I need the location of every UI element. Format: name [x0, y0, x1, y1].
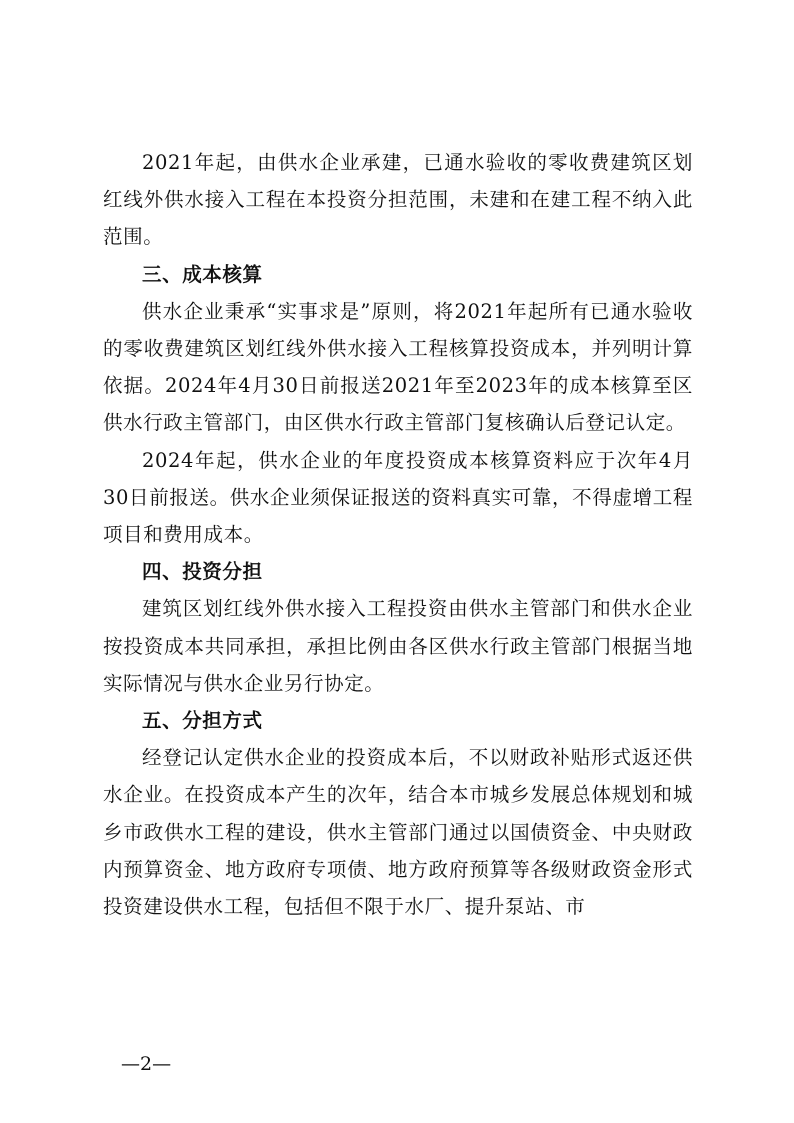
paragraph-scope: 2021年起，由供水企业承建，已通水验收的零收费建筑区划红线外供水接入工程在本投资分担范围，未建和在建工程不纳入此范围。	[103, 151, 693, 249]
section-heading-investment-sharing: 四、投资分担	[142, 560, 263, 584]
paragraph-cost-accounting: 供水企业秉承“实事求是”原则，将2021年起所有已通水验收的零收费建筑区划红线外供水接入工程核算投资成本，并列明计算依据。2024年4月30日前报送2021年至2023年的成本核算至区供水行政主管部门，由区供水行政主管部门复核确认后登记认定。	[103, 299, 693, 435]
section-heading-cost-accounting: 三、成本核算	[142, 262, 263, 286]
section-heading-sharing-method: 五、分担方式	[142, 709, 263, 733]
paragraph-annual-report: 2024年起，供水企业的年度投资成本核算资料应于次年4月30日前报送。供水企业须保证报送的资料真实可靠，不得虚增工程项目和费用成本。	[103, 448, 693, 547]
paragraph-investment-sharing: 建筑区划红线外供水接入工程投资由供水主管部门和供水企业按投资成本共同承担，承担比例由各区供水行政主管部门根据当地实际情况与供水企业另行协定。	[103, 597, 693, 695]
page-number: —2—	[121, 1053, 172, 1075]
document-body	[103, 144, 693, 925]
paragraph-sharing-method: 经登记认定供水企业的投资成本后，不以财政补贴形式返还供水企业。在投资成本产生的次年，结合本市城乡发展总体规划和城乡市政供水工程的建设，供水主管部门通过以国债资金、中央财政内预算资金、地方政府专项债、地方政府预算等各级财政资金形式投资建设供水工程，包括但不限于水厂、提升泵站、市	[103, 746, 693, 919]
